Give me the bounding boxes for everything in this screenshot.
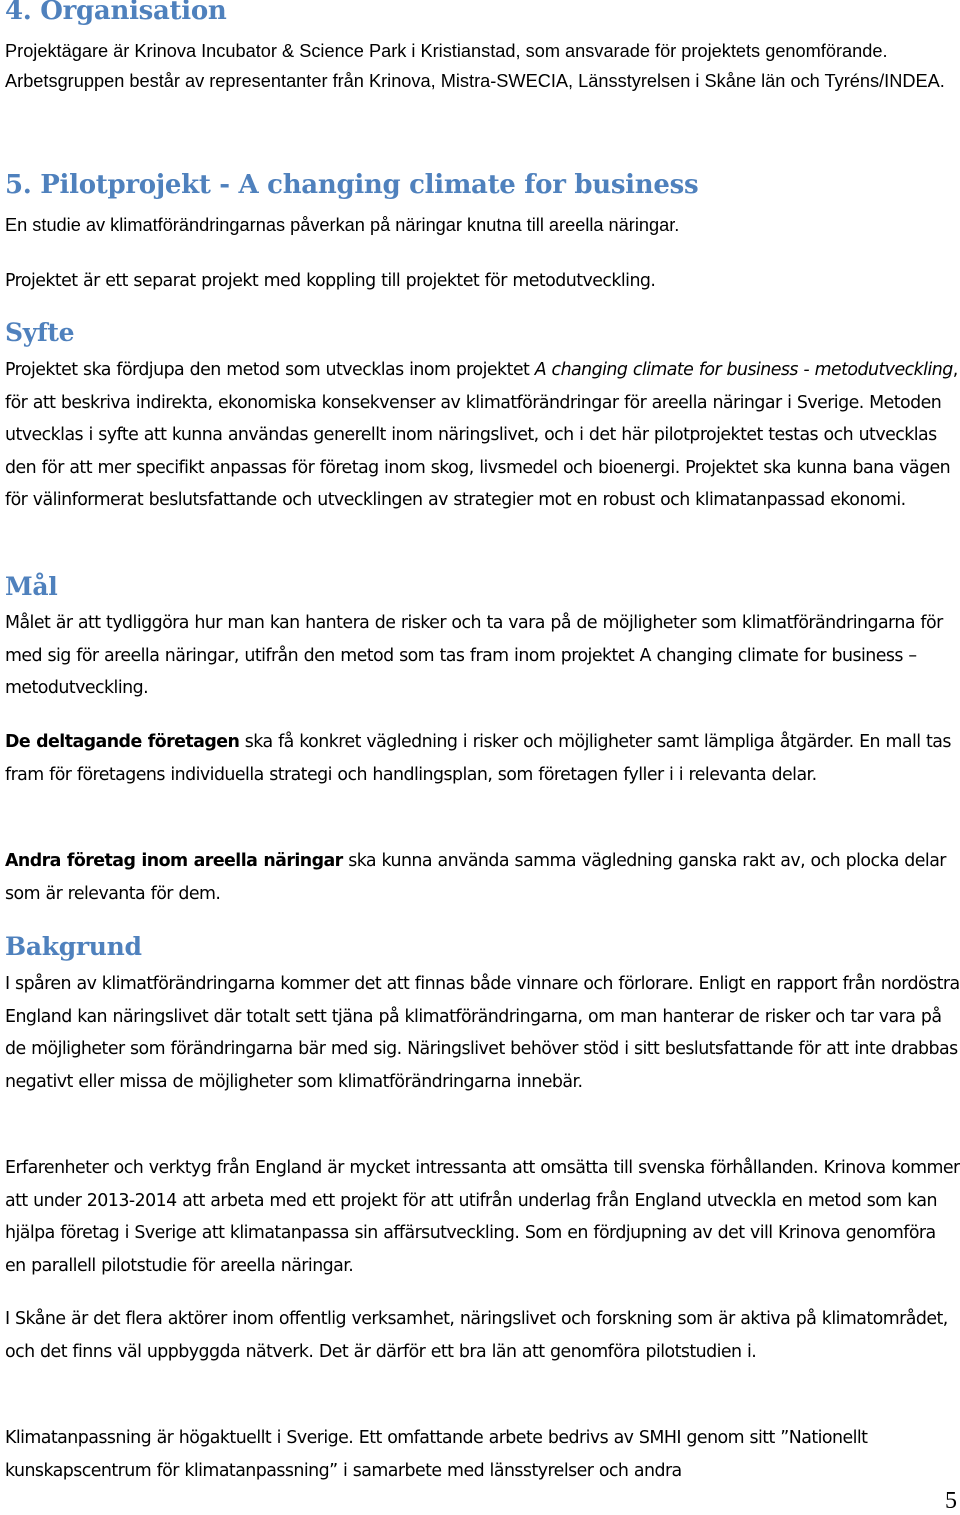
section-5-relation: Projektet är ett separat projekt med koppling till projektet för metodutveckling.	[5, 271, 656, 291]
syfte-paragraph	[5, 354, 960, 517]
syfte-text-a: Projektet ska fördjupa den metod som utvecklas inom projektet	[5, 360, 535, 380]
syfte-heading: Syfte	[5, 318, 75, 347]
section-4-text: Projektägare är Krinova Incubator & Science Park i Kristianstad, som ansvarade för projektets genomförande. Arbetsgruppen består av representanter från Krinova, Mistra-SWECIA, Länsstyrelsen i Skåne län och Tyréns/INDEA.	[5, 41, 945, 91]
mal-p3-text: ska kunna använda samma vägledning ganska rakt av, och plocka delar som är relevanta för dem.	[5, 851, 946, 904]
mal-p2-bold: De deltagande företagen	[5, 732, 240, 752]
mal-p2-text: ska få konkret vägledning i risker och möjligheter samt lämpliga åtgärder. En mall tas fram för företagens individuella strategi och handlingsplan, som företagen fyller i i relevanta delar.	[5, 732, 951, 785]
bakgrund-paragraph-4: Klimatanpassning är högaktuellt i Sverige. Ett omfattande arbete bedrivs av SMHI genom sitt ”Nationellt kunskapscentrum för klimatanpassning” i samarbete med länsstyrelser och andra	[5, 1428, 868, 1481]
mal-paragraph-2	[5, 726, 960, 791]
syfte-text-italic: A changing climate for business - metodutveckling	[534, 360, 953, 380]
bakgrund-paragraph-1: I spåren av klimatförändringarna kommer det att finnas både vinnare och förlorare. Enligt en rapport från nordöstra England kan näringslivet där totalt sett tjäna på klimatförändringarna, om man hanterar de risker och tar vara på de möjligheter som förändringarna bär med sig. Näringslivet behöver stöd i sitt beslutsfattande för att inte drabbas negativt eller missa de möjligheter som klimatförändringarna innebär.	[5, 974, 960, 1092]
page-number: 5	[945, 1488, 957, 1514]
mal-heading: Mål	[5, 572, 58, 601]
bakgrund-paragraph-2: Erfarenheter och verktyg från England är mycket intressanta att omsätta till svenska förhållanden. Krinova kommer att under 2013-2014 att arbeta med ett projekt för att utifrån underlag från England utveckla en metod som kan hjälpa företag i Sverige att klimatanpassa sin affärsutveckling. Som en fördjupning av det vill Krinova genomföra en parallell pilotstudie för areella näringar.	[5, 1158, 960, 1276]
mal-paragraph-3	[5, 845, 960, 910]
syfte-text-b: , för att beskriva indirekta, ekonomiska konsekvenser av klimatförändringar för areella näringar i Sverige. Metoden utvecklas i syfte att kunna användas generellt inom näringslivet, och i det här pilotprojektet testas och utvecklas den för att mer specifikt anpassas för företag inom skog, livsmedel och bioenergi. Projektet ska kunna bana vägen för välinformerat beslutsfattande och utvecklingen av strategier mot en robust och klimatanpassad ekonomi.	[5, 360, 958, 511]
section-5-subtitle: En studie av klimatförändringarnas påverkan på näringar knutna till areella näringar.	[5, 215, 680, 235]
bakgrund-heading: Bakgrund	[5, 932, 142, 961]
section-4-heading: 4. Organisation	[5, 0, 227, 26]
bakgrund-paragraph-3: I Skåne är det flera aktörer inom offentlig verksamhet, näringslivet och forskning som är aktiva på klimatområdet, och det finns väl uppbyggda nätverk. Det är därför ett bra län att genomföra pilotstudien i.	[5, 1309, 948, 1362]
mal-paragraph-1: Målet är att tydliggöra hur man kan hantera de risker och ta vara på de möjligheter som klimatförändringarna för med sig för areella näringar, utifrån den metod som tas fram inom projektet A changing climate for business – metodutveckling.	[5, 613, 943, 699]
section-5-heading: 5. Pilotprojekt - A changing climate for business	[5, 170, 699, 200]
mal-p3-bold: Andra företag inom areella näringar	[5, 851, 343, 871]
